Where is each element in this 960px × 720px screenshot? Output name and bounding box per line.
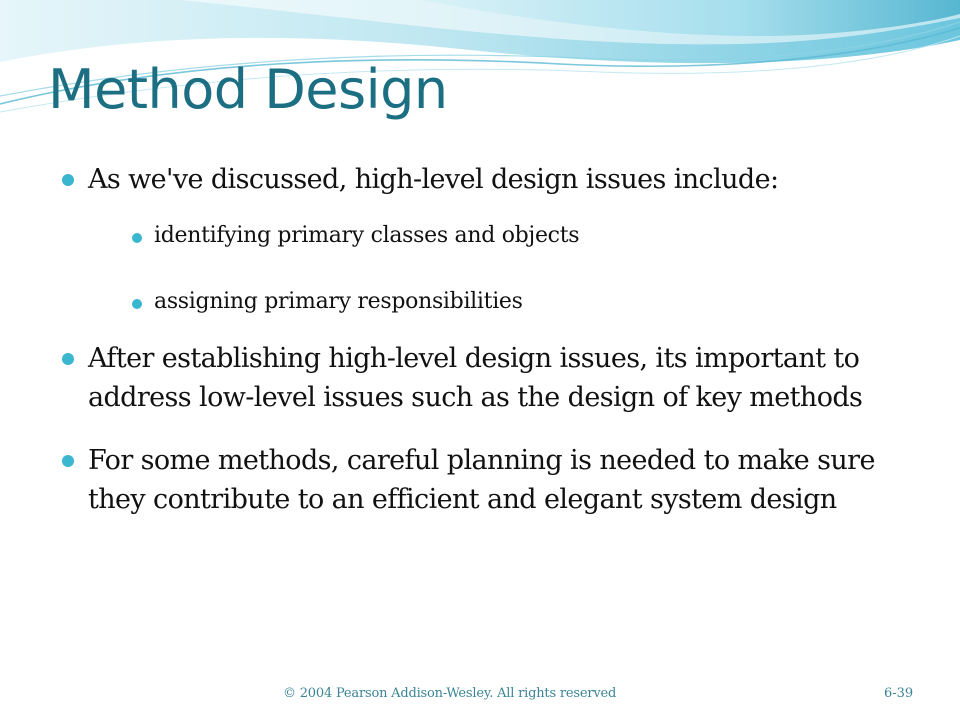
sub-bullet-dot-icon — [132, 299, 142, 309]
slide-title: Method Design — [48, 58, 448, 121]
bullet-item — [60, 160, 920, 317]
footer-copyright: © 2004 Pearson Addison-Wesley. All rights reserved — [283, 686, 617, 701]
bullet-list — [60, 160, 920, 519]
sub-bullet-item — [116, 287, 920, 317]
footer-page-number: 6-39 — [884, 686, 914, 701]
sub-bullet-item — [116, 221, 920, 251]
bullet-text: For some methods, careful planning is needed to make sure they contribute to an efficient and elegant system design — [88, 445, 875, 515]
bullet-dot-icon — [62, 455, 74, 467]
sub-bullet-text: assigning primary responsibilities — [154, 289, 523, 314]
bullet-item — [60, 441, 920, 519]
sub-bullet-dot-icon — [132, 233, 142, 243]
bullet-dot-icon — [62, 174, 74, 186]
bullet-text: After establishing high-level design issues, its important to address low-level issues such as the design of key methods — [88, 343, 863, 413]
bullet-item — [60, 339, 920, 417]
sub-bullet-list — [88, 221, 920, 317]
bullet-dot-icon — [62, 353, 74, 365]
bullet-text: As we've discussed, high-level design issues include: — [88, 164, 779, 195]
sub-bullet-text: identifying primary classes and objects — [154, 223, 580, 248]
